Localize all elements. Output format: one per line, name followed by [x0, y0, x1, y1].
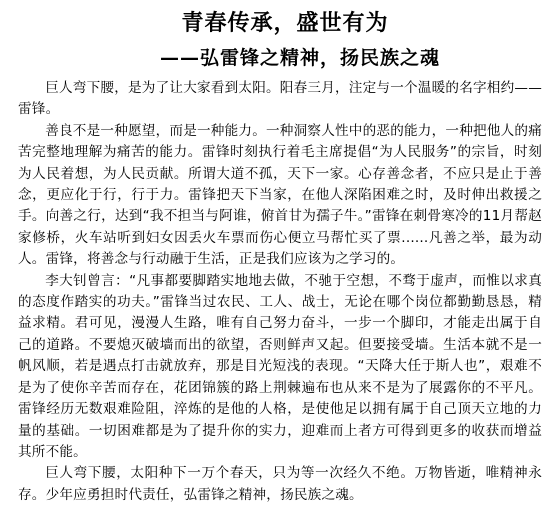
paragraph-1: 巨人弯下腰，是为了让大家看到太阳。阳春三月，注定与一个温暖的名字相约——雷锋。: [18, 80, 542, 118]
article-subtitle: ——弘雷锋之精神，扬民族之魂: [159, 47, 440, 69]
paragraph-4: 巨人弯下腰，太阳种下一万个春天，只为等一次经久不绝。万物皆逝，唯精神永存。少年应勇担时代责任，弘雷锋之精神，扬民族之魂。: [18, 465, 542, 503]
article-title: 青春传承，盛世有为: [181, 10, 389, 36]
paragraph-3: 李大钊曾言：“凡事都要脚踏实地地去做，不驰于空想，不骛于虚声，而惟以求真的态度作踏实的功夫。”雷锋当过农民、工人、战士，无论在哪个岗位都勤勤恳恳，精益求精。君可见，漫漫人生路，唯有自己努力奋斗，一步一个脚印，才能走出属于自己的道路。不要熄灭破墙而出的欲望，否则鲜声又起。但要接受墙。生活本就不是一帆风顺，若是遇点打击就放弃，那是目光短浅的表现。“天降大任于斯人也”，艰难不是为了使你辛苦而存在，花团锦簇的路上荆棘遍布也从来不是为了展露你的不平凡。雷锋经历无数艰难险阻，淬炼的是他的人格，是使他足以拥有属于自己顶天立地的力量的基础。一切困难都是为了提升你的实力，迎难而上者方可得到更多的收获而增益其所不能。: [18, 272, 542, 460]
paragraph-2: 善良不是一种愿望，而是一种能力。一种洞察人性中的恶的能力，一种把他人的痛苦完整地理解为痛苦的能力。雷锋时刻执行着毛主席提倡“为人民服务”的宗旨，时刻为人民着想，为人民贡献。所谓大道不孤，天下一家。心存善念者，不应只是止于善念，更应化于行，行于力。雷锋把天下当家，在他人深陷困难之时，及时伸出救援之手。向善之行，达到“我不担当与阿谁，俯首甘为孺子牛。”雷锋在刺骨寒冷的11月帮赵家修桥，火车站听到妇女因丢火车票而伤心便立马帮忙买了票......凡善之举，最为动人。雷锋，将善念与行动融于生活，正是我们应该为之学习的。: [18, 122, 542, 268]
